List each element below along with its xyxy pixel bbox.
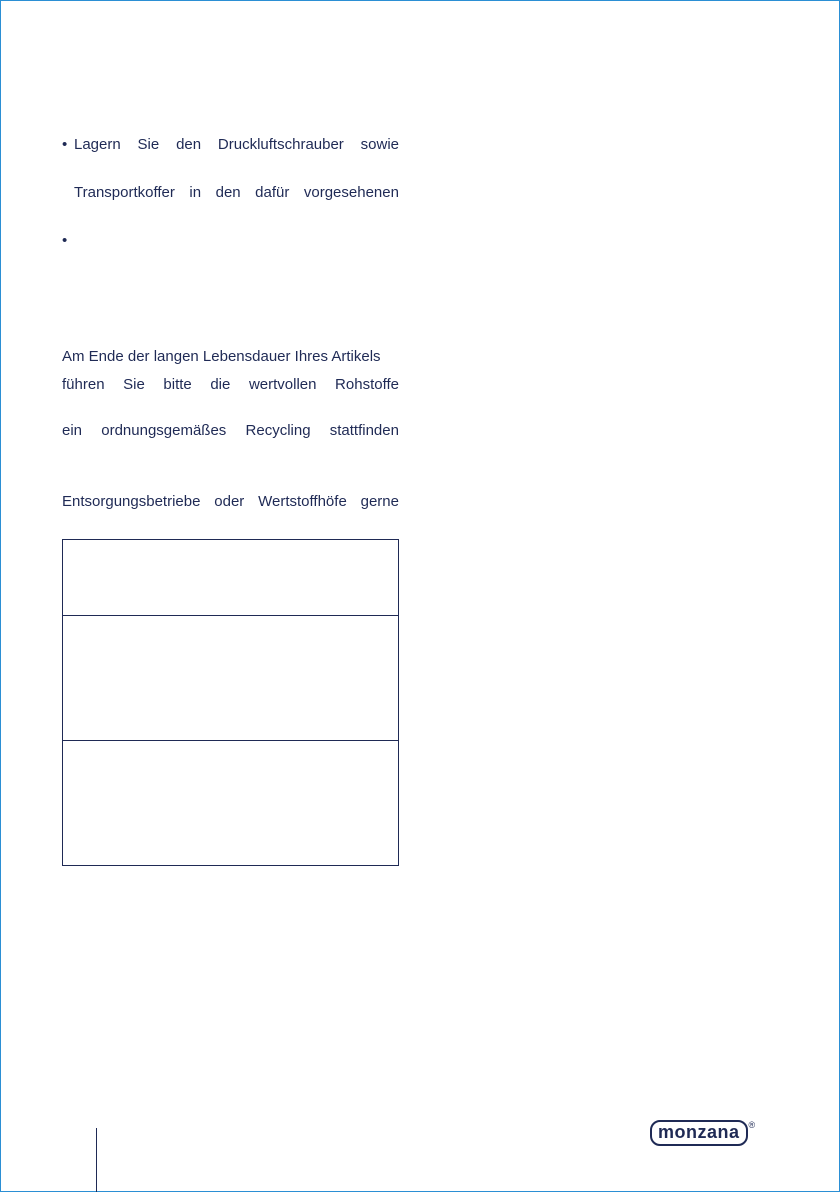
word: führen [62, 376, 105, 393]
word: Rohstoffe [335, 376, 399, 393]
disposal-line-1: Am Ende der langen Lebensdauer Ihres Artikels [62, 348, 381, 365]
word: oder [214, 493, 245, 510]
disposal-line-4 [62, 492, 399, 512]
word: dafür [255, 184, 290, 201]
word: Sie [123, 376, 145, 393]
storage-bullet-line-2 [74, 183, 399, 203]
footer-divider [96, 1128, 97, 1192]
storage-bullet-line-1 [74, 135, 399, 155]
bullet-marker: • [62, 136, 68, 153]
registered-mark: ® [748, 1120, 756, 1130]
word: stattfinden [329, 422, 399, 439]
word: Transportkoffer [74, 184, 175, 201]
bullet-marker: • [62, 232, 68, 249]
table-row [63, 540, 398, 616]
word: ordnungsgemäßes [101, 422, 227, 439]
word: ein [62, 422, 83, 439]
word: die [210, 376, 231, 393]
word: in [189, 184, 202, 201]
word: Wertstoffhöfe [258, 493, 347, 510]
word: den [215, 184, 241, 201]
disposal-line-2 [62, 375, 399, 395]
word: Lagern [74, 136, 121, 153]
info-table [62, 539, 399, 866]
word: bitte [163, 376, 192, 393]
word: Recycling [245, 422, 311, 439]
table-row [63, 616, 398, 741]
logo-wordmark: monzana [650, 1120, 748, 1146]
word: Sie [137, 136, 160, 153]
word: gerne [360, 493, 399, 510]
word: wertvollen [248, 376, 317, 393]
word: Druckluftschrauber [217, 136, 344, 153]
disposal-line-3 [62, 421, 399, 441]
brand-logo [650, 1118, 765, 1148]
word: Entsorgungsbetriebe [62, 493, 201, 510]
word: den [176, 136, 202, 153]
word: sowie [360, 136, 399, 153]
word: vorgesehenen [303, 184, 399, 201]
